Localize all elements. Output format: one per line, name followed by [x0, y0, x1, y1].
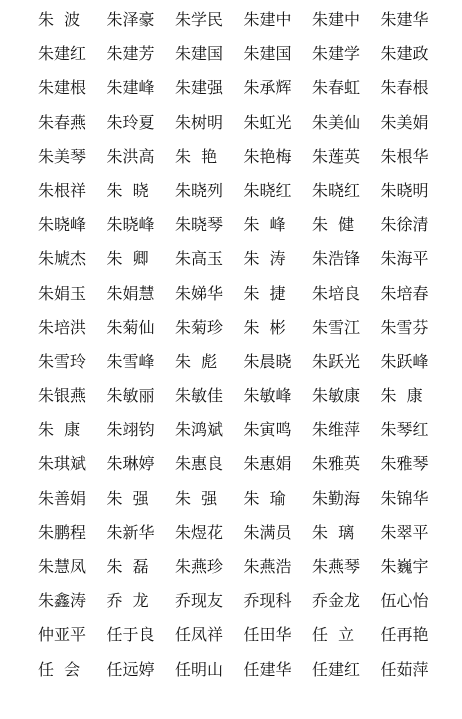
name-entry: 朱雪江: [312, 317, 361, 337]
name-entry: 朱敏峰: [243, 386, 292, 406]
name-entry: 任 会: [38, 659, 81, 679]
name-entry: 朱春根: [380, 78, 429, 98]
name-entry: 朱燕珍: [175, 557, 224, 576]
name-entry: 朱菊仙: [106, 317, 155, 337]
name-entry: 朱晓列: [175, 180, 224, 200]
name-entry: 朱 康: [380, 386, 423, 406]
name-entry: 朱春燕: [38, 112, 87, 132]
name-entry: 任远婷: [106, 659, 155, 679]
name-entry: 仲亚平: [38, 625, 87, 645]
name-entry: 朱玲夏: [106, 112, 155, 132]
name-entry: 伍心怡: [380, 591, 429, 611]
name-entry: 乔金龙: [312, 591, 361, 611]
name-entry: 朱建政: [380, 44, 429, 64]
name-entry: 朱莲英: [312, 146, 361, 166]
name-entry: 朱建国: [243, 44, 292, 64]
name-entry: 朱燕浩: [243, 557, 292, 576]
name-entry: 朱 强: [175, 488, 218, 508]
name-entry: 朱鸿斌: [175, 420, 224, 440]
name-entry: 朱菊珍: [175, 317, 224, 337]
name-entry: 朱煜花: [175, 522, 224, 542]
name-entry: 朱 彬: [243, 317, 286, 337]
name-entry: 朱 彪: [175, 351, 218, 371]
name-entry: 朱 捷: [243, 283, 286, 303]
name-entry: 任建华: [243, 659, 292, 679]
name-entry: 朱琴红: [380, 420, 429, 440]
name-entry: 朱建华: [380, 10, 429, 29]
name-entry: 朱春虹: [312, 78, 361, 98]
name-entry: 朱泽豪: [106, 10, 155, 29]
name-entry: 朱雅琴: [380, 454, 429, 474]
name-entry: 朱 健: [312, 215, 355, 235]
name-entry: 朱晓峰: [106, 215, 155, 235]
name-entry: 朱巍宇: [380, 557, 429, 576]
name-entry: 朱鹏程: [38, 522, 87, 542]
name-entry: 朱 卿: [106, 249, 149, 269]
name-entry: 朱 艳: [175, 146, 218, 166]
name-entry: 朱雅英: [312, 454, 361, 474]
name-entry: 朱锦华: [380, 488, 429, 508]
name-entry: 任田华: [243, 625, 292, 645]
name-entry: 朱鑫涛: [38, 591, 87, 611]
name-entry: 朱 磊: [106, 557, 149, 576]
name-entry: 朱美仙: [312, 112, 361, 132]
name-entry: 朱惠良: [175, 454, 224, 474]
name-entry: 朱洪高: [106, 146, 155, 166]
name-entry: 朱建芳: [106, 44, 155, 64]
name-entry: 朱雪玲: [38, 351, 87, 371]
name-entry: 朱浩锋: [312, 249, 361, 269]
name-entry: 朱美琴: [38, 146, 87, 166]
name-entry: 朱艳梅: [243, 146, 292, 166]
name-entry: 朱美娟: [380, 112, 429, 132]
name-entry: 朱银燕: [38, 386, 87, 406]
name-entry: 朱慧凤: [38, 557, 87, 576]
name-entry: 朱培良: [312, 283, 361, 303]
name-entry: 朱根祥: [38, 180, 87, 200]
name-entry: 朱敏丽: [106, 386, 155, 406]
name-entry: 朱 璃: [312, 522, 355, 542]
name-entry: 朱培洪: [38, 317, 87, 337]
name-entry: 朱新华: [106, 522, 155, 542]
name-entry: 朱 强: [106, 488, 149, 508]
name-entry: 朱琳婷: [106, 454, 155, 474]
name-entry: 朱高玉: [175, 249, 224, 269]
name-entry: 朱虓杰: [38, 249, 87, 269]
name-entry: 朱娣华: [175, 283, 224, 303]
name-entry: 朱晓红: [243, 180, 292, 200]
name-entry: 朱翊钧: [106, 420, 155, 440]
name-entry: 朱寅鸣: [243, 420, 292, 440]
name-entry: 朱雪峰: [106, 351, 155, 371]
name-entry: 朱晓峰: [38, 215, 87, 235]
name-entry: 朱燕琴: [312, 557, 361, 576]
name-entry: 朱 晓: [106, 180, 149, 200]
name-entry: 朱翠平: [380, 522, 429, 542]
name-entry: 朱 波: [38, 10, 81, 29]
name-entry: 朱建中: [243, 10, 292, 29]
name-entry: 朱树明: [175, 112, 224, 132]
name-entry: 朱徐清: [380, 215, 429, 235]
name-entry: 朱晨晓: [243, 351, 292, 371]
name-entry: 朱娟玉: [38, 283, 87, 303]
name-entry: 朱建根: [38, 78, 87, 98]
name-entry: 乔现友: [175, 591, 224, 611]
name-entry: 任茹萍: [380, 659, 429, 679]
name-entry: 朱勤海: [312, 488, 361, 508]
name-entry: 朱满员: [243, 522, 292, 542]
name-entry: 朱善娟: [38, 488, 87, 508]
name-entry: 朱虹光: [243, 112, 292, 132]
name-entry: 朱雪芬: [380, 317, 429, 337]
name-entry: 朱 峰: [243, 215, 286, 235]
name-entry: 朱 涛: [243, 249, 286, 269]
name-entry: 朱琪斌: [38, 454, 87, 474]
name-list-grid: [38, 8, 438, 692]
name-entry: 朱海平: [380, 249, 429, 269]
name-entry: 任建红: [312, 659, 361, 679]
name-entry: 朱敏康: [312, 386, 361, 406]
name-entry: 任再艳: [380, 625, 429, 645]
name-entry: 朱建学: [312, 44, 361, 64]
name-entry: 朱建强: [175, 78, 224, 98]
name-entry: 朱敏佳: [175, 386, 224, 406]
name-entry: 朱根华: [380, 146, 429, 166]
name-entry: 朱 瑜: [243, 488, 286, 508]
name-entry: 朱晓明: [380, 180, 429, 200]
name-entry: 朱维萍: [312, 420, 361, 440]
name-entry: 乔现科: [243, 591, 292, 611]
name-entry: 朱 康: [38, 420, 81, 440]
name-entry: 朱建红: [38, 44, 87, 64]
name-entry: 乔 龙: [106, 591, 149, 611]
name-entry: 朱娟慧: [106, 283, 155, 303]
name-entry: 朱跃光: [312, 351, 361, 371]
name-entry: 任凤祥: [175, 625, 224, 645]
name-entry: 任 立: [312, 625, 355, 645]
name-entry: 任明山: [175, 659, 224, 679]
name-entry: 任于良: [106, 625, 155, 645]
name-entry: 朱惠娟: [243, 454, 292, 474]
name-entry: 朱培春: [380, 283, 429, 303]
name-entry: 朱晓琴: [175, 215, 224, 235]
name-entry: 朱承辉: [243, 78, 292, 98]
name-entry: 朱建峰: [106, 78, 155, 98]
name-entry: 朱跃峰: [380, 351, 429, 371]
name-entry: 朱建中: [312, 10, 361, 29]
name-entry: 朱建国: [175, 44, 224, 64]
name-entry: 朱晓红: [312, 180, 361, 200]
name-entry: 朱学民: [175, 10, 224, 29]
